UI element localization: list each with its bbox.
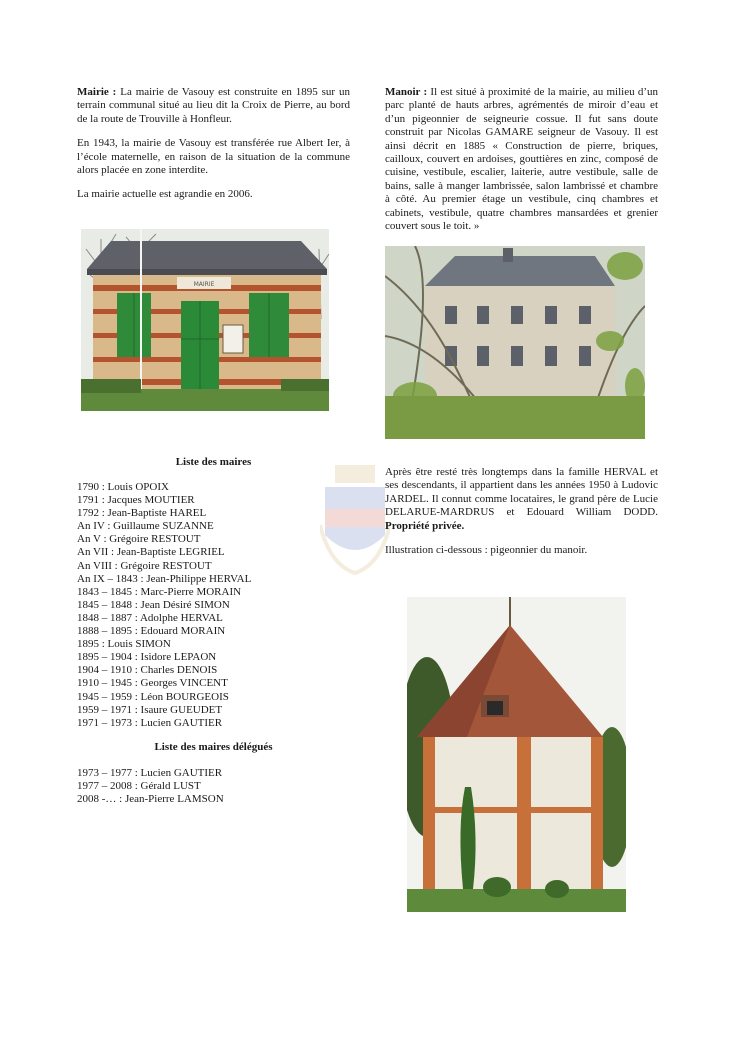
list-item: 2008 -… : Jean-Pierre LAMSON [77, 793, 224, 806]
delegues-list-title: Liste des maires délégués [154, 741, 273, 753]
manoir-text: Il est situé à proximité de la mairie, au milieu d’un parc planté de hauts arbres, agrémentés de miroir d’eau et d’un pigeonnier de seigneurie cossue. Il fut sans doute construit par Nicolas GAMARE seigneur de Vasouy. Il est ainsi décrit en 1885 « Construction de pierre, briques, cailloux, couvert en ardoises, gouttières en zinc, composé de cuisine, vestibule, escalier, laiterie, autre vestibule, salle de bains, salle à manger lambrissée, salon lambrissé et chambre à côté. Au premier étage un vestibule, cinq chambres et cabinets, vestibule, quatre chambres mansardées et grenier couvert sous le toit. » [385, 86, 659, 233]
list-item: 1971 – 1973 : Lucien GAUTIER [77, 716, 223, 729]
manoir-paragraph-2 [385, 466, 658, 533]
mairie-text-1: La mairie de Vasouy est construite en 1895 sur un terrain communal situé au lieu dit la Croix de Pierre, au bord de la route de Trouville à Honfleur. [77, 86, 350, 125]
manoir-section [385, 86, 658, 244]
list-item: 1904 – 1910 : Charles DENOIS [77, 664, 218, 677]
list-item: 1945 – 1959 : Léon BOURGEOIS [77, 690, 229, 703]
list-item: 1895 : Louis SIMON [77, 638, 171, 651]
manoir-label: Manoir : [385, 86, 428, 98]
list-item: 1848 – 1887 : Adolphe HERVAL [77, 611, 223, 624]
list-item: 1977 – 2008 : Gérald LUST [77, 780, 201, 793]
delegues-list [77, 767, 350, 806]
mairie-paragraph-1 [77, 86, 350, 126]
mairie-label: Mairie : [77, 86, 117, 98]
manoir-text-2: Après être resté très longtemps dans la famille HERVAL et ses descendants, il appartient dans les années 1950 à Ludovic JARDEL. Il connut comme locataires, le grand père de Lucie DELARUE-MARDRUS et Edouard William DODD. [385, 466, 658, 519]
mairie-paragraph-3: La mairie actuelle est agrandie en 2006. [77, 188, 253, 201]
list-item: An VII : Jean-Baptiste LEGRIEL [77, 546, 225, 559]
list-item: 1845 – 1848 : Jean Désiré SIMON [77, 598, 230, 611]
mairie-paragraph-2: En 1943, la mairie de Vasouy est transférée rue Albert Ier, à l’école maternelle, en raison de la situation de la commune alors placée en zone interdite. [77, 137, 350, 177]
pigeonnier-photo [407, 597, 626, 912]
manoir-photo [385, 246, 645, 439]
illustration-caption: Illustration ci-dessous : pigeonnier du manoir. [385, 544, 588, 557]
list-item: 1959 – 1971 : Isaure GUEUDET [77, 703, 223, 716]
list-item: 1843 – 1845 : Marc-Pierre MORAIN [77, 585, 242, 598]
mairie-sign: MAIRIE [193, 281, 215, 288]
mairie-section [77, 86, 350, 213]
list-item: 1790 : Louis OPOIX [77, 481, 169, 493]
list-item: 1792 : Jean-Baptiste HAREL [77, 507, 207, 520]
private-property: Propriété privée. [385, 519, 465, 532]
maires-list-title: Liste des maires [175, 456, 252, 468]
manoir-history [385, 466, 658, 557]
maires-list [77, 481, 350, 730]
list-item: An VIII : Grégoire RESTOUT [77, 559, 212, 572]
list-item: An V : Grégoire RESTOUT [77, 533, 201, 546]
manoir-paragraph [385, 86, 658, 233]
list-item: An IV : Guillaume SUZANNE [77, 520, 214, 533]
list-item: 1973 – 1977 : Lucien GAUTIER [77, 767, 223, 779]
list-item: 1910 – 1945 : Georges VINCENT [77, 677, 228, 690]
list-item: 1888 – 1895 : Edouard MORAIN [77, 625, 226, 638]
list-item: 1791 : Jacques MOUTIER [77, 494, 195, 507]
list-item: 1895 – 1904 : Isidore LEPAON [77, 651, 217, 664]
list-item: An IX – 1843 : Jean-Philippe HERVAL [77, 572, 252, 585]
mairie-photo [81, 229, 329, 411]
